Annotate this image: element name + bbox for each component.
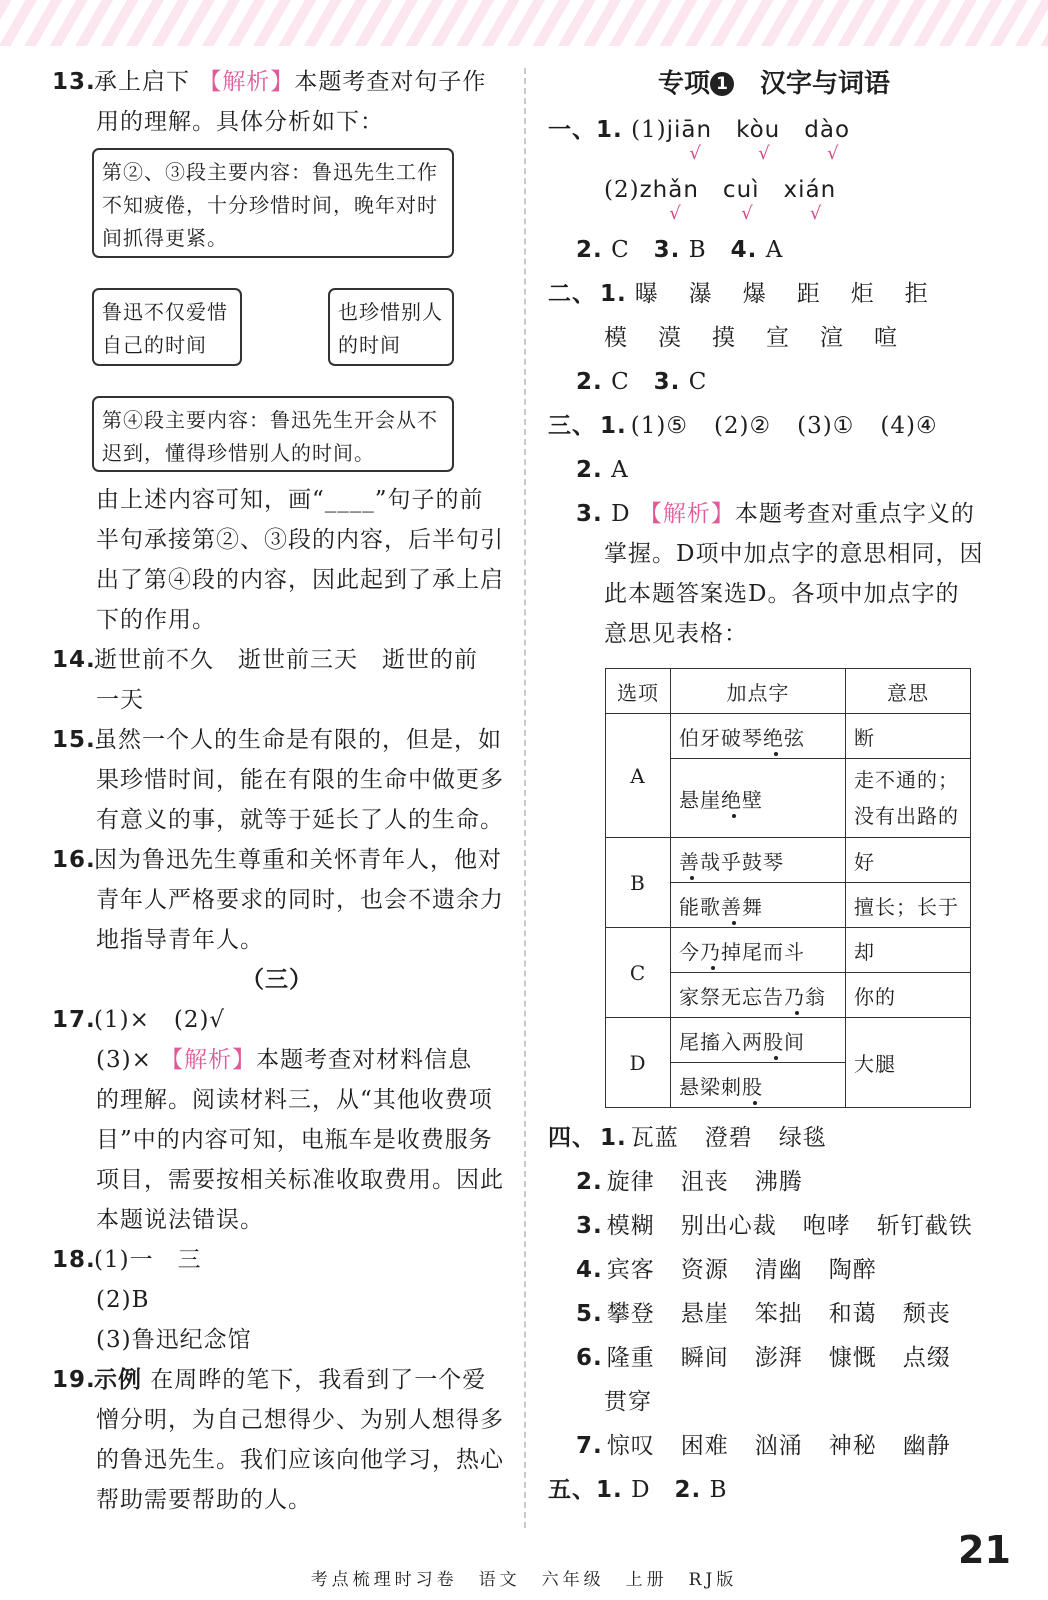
meaning-cell: 擅长；长于 — [846, 883, 971, 928]
analysis-tag: 【解析】 — [638, 501, 735, 527]
analysis-tag: 【解析】 — [198, 69, 295, 95]
q16-line3: 地指导青年人。 — [96, 927, 264, 953]
diagram-box-para-4: 第④段主要内容：鲁迅先生开会从不 迟到，懂得珍惜别人的时间。 — [92, 396, 454, 472]
s4-item-5: 5. 攀登 悬崖 笨拙 和蔼 颓丧 — [576, 1301, 951, 1327]
option-cell: C — [606, 928, 671, 1018]
phrase-cell: 悬崖绝壁 — [671, 759, 846, 838]
q14-line1: 14.逝世前不久 逝世前三天 逝世的前 — [52, 647, 478, 673]
s4-item-6-extra: 贯穿 — [604, 1389, 652, 1415]
q13-explain-4: 下的作用。 — [96, 607, 216, 633]
dotted-character: 股 — [742, 1074, 763, 1099]
section-title: 专项 1 汉字与词语 — [657, 69, 891, 99]
table-header-cell: 意思 — [846, 669, 971, 714]
dotted-character: 善 — [721, 894, 742, 919]
table-row — [606, 1018, 971, 1063]
check-mark-icon: √ — [741, 203, 754, 224]
phrase-cell: 悬梁刺股 — [671, 1063, 846, 1108]
dotted-character: 善 — [679, 849, 700, 874]
check-mark-icon: √ — [827, 143, 840, 164]
s4-item-7: 7. 惊叹 困难 汹涌 神秘 幽静 — [576, 1433, 951, 1459]
analysis-diagram — [52, 142, 502, 472]
s3-q3-line1: 3. D 【解析】本题考查对重点字义的 — [576, 501, 975, 527]
s3-q3-line4: 意思见表格： — [604, 621, 748, 647]
q13-explain-1: 由上述内容可知，画“____”句子的前 — [96, 487, 484, 513]
analysis-tag: 【解析】 — [160, 1047, 257, 1073]
pinyin-answer: jiān √ — [667, 110, 712, 150]
s5-answers: 五、1. D 2. B — [548, 1477, 728, 1503]
phrase-cell: 家祭无忘告乃翁 — [671, 973, 846, 1018]
s3-q3-line2: 掌握。D项中加点字的意思相同，因 — [604, 541, 984, 567]
q19-line2: 憎分明，为自己想得少、为别人想得多 — [96, 1407, 504, 1433]
diagram-box-para-2-3: 第②、③段主要内容：鲁迅先生工作 不知疲倦，十分珍惜时间，晚年对时 间抓得更紧。 — [92, 148, 454, 258]
s2-q1-row1: 二、 1. 曝 瀑 爆 距 炬 拒 — [548, 281, 929, 307]
table-header-cell: 加点字 — [671, 669, 846, 714]
q17-line1: 17.(1)× (2)√ — [52, 1007, 226, 1033]
s3-q1: 三、 1. (1)⑤ (2)② (3)① (4)④ — [548, 413, 938, 439]
q18-line2: (2)B — [96, 1287, 150, 1313]
pinyin-answer: zhǎn √ — [640, 170, 699, 210]
dotted-character: 绝 — [763, 725, 784, 750]
q13-explain-3: 出了第④段的内容，因此起到了承上启 — [96, 567, 504, 593]
column-divider — [524, 68, 526, 1528]
check-mark-icon: √ — [689, 143, 702, 164]
meaning-cell: 断 — [846, 714, 971, 759]
page-number: 21 — [958, 1528, 1011, 1572]
circled-number-badge: 1 — [710, 72, 734, 96]
check-mark-icon: √ — [758, 143, 771, 164]
check-mark-icon: √ — [669, 203, 682, 224]
q16-line1: 16.因为鲁迅先生尊重和关怀青年人，他对 — [52, 847, 502, 873]
diagram-box-own-time: 鲁迅不仅爱惜 自己的时间 — [92, 288, 242, 366]
s4-item-6: 6. 隆重 瞬间 澎湃 慷慨 点缀 — [576, 1345, 951, 1371]
q18-line3: (3)鲁迅纪念馆 — [96, 1327, 252, 1353]
section-heading-3: （三） — [241, 967, 313, 993]
phrase-cell: 今乃掉尾而斗 — [671, 928, 846, 973]
s4-item-1: 四、 1. 瓦蓝 澄碧 绿毯 — [548, 1125, 827, 1151]
right-column — [548, 62, 1000, 1510]
pinyin-answer: dào √ — [804, 110, 850, 150]
q17-line6: 本题说法错误。 — [96, 1207, 264, 1233]
dotted-character: 绝 — [721, 787, 742, 812]
table-header-cell: 选项 — [606, 669, 671, 714]
diagram-box-others-time: 也珍惜别人 的时间 — [328, 288, 454, 366]
q14-line2: 一天 — [96, 687, 144, 713]
dotted-character: 乃 — [700, 939, 721, 964]
q16-line2: 青年人严格要求的同时，也会不遗余力 — [96, 887, 504, 913]
dotted-character: 乃 — [784, 984, 805, 1009]
q13-explain-2: 半句承接第②、③段的内容，后半句引 — [96, 527, 504, 553]
q13-line1: 13.承上启下 【解析】本题考查对句子作 — [52, 69, 487, 95]
pinyin-answer: cuì √ — [723, 170, 760, 210]
q17-line4: 目”中的内容可知，电瓶车是收费服务 — [96, 1127, 493, 1153]
s2-q2-q3: 2. C 3. C — [576, 369, 708, 395]
pinyin-answer: xián √ — [784, 170, 837, 210]
meaning-cell: 却 — [846, 928, 971, 973]
s4-item-2: 2. 旋律 沮丧 沸腾 — [576, 1169, 803, 1195]
q17-line3: 的理解。阅读材料三，从“其他收费项 — [96, 1087, 493, 1113]
meaning-cell: 你的 — [846, 973, 971, 1018]
top-decorative-band — [0, 0, 1048, 46]
q15-line1: 15.虽然一个人的生命是有限的，但是，如 — [52, 727, 502, 753]
table-header-row — [606, 669, 971, 714]
left-column — [52, 62, 502, 1520]
pinyin-answer: kòu √ — [736, 110, 780, 150]
q19-line3: 的鲁迅先生。我们应该向他学习，热心 — [96, 1447, 504, 1473]
q19-line1: 19.示例 在周晔的笔下，我看到了一个爱 — [52, 1367, 487, 1393]
character-meaning-table — [605, 668, 971, 1108]
q18-line1: 18.(1)一 三 — [52, 1247, 202, 1273]
s1-q1-part2: (2)zhǎn √ cuì √ xián √ — [548, 170, 1000, 210]
option-cell: B — [606, 838, 671, 928]
option-cell: D — [606, 1018, 671, 1108]
s1-q2-q4: 2. C 3. B 4. A — [576, 237, 784, 263]
phrase-cell: 善哉乎鼓琴 — [671, 838, 846, 883]
page-footer: 考点梳理时习卷 语文 六年级 上册 RJ版 — [310, 1570, 738, 1590]
option-cell: A — [606, 714, 671, 838]
phrase-cell: 能歌善舞 — [671, 883, 846, 928]
phrase-cell: 尾搐入两股间 — [671, 1018, 846, 1063]
table-row — [606, 714, 971, 759]
table-row — [606, 838, 971, 883]
q17-line2: (3)× 【解析】本题考查对材料信息 — [96, 1047, 473, 1073]
meaning-cell: 好 — [846, 838, 971, 883]
s1-q1-part1: 一、1. (1)jiān √ kòu √ dào √ — [548, 110, 1000, 150]
s3-q3-line3: 此本题答案选D。各项中加点字的 — [604, 581, 960, 607]
q17-line5: 项目，需要按相关标准收取费用。因此 — [96, 1167, 504, 1193]
phrase-cell: 伯牙破琴绝弦 — [671, 714, 846, 759]
meaning-cell: 大腿 — [846, 1018, 971, 1108]
check-mark-icon: √ — [809, 203, 823, 224]
table-row — [606, 928, 971, 973]
q19-line4: 帮助需要帮助的人。 — [96, 1487, 312, 1513]
s4-item-3: 3. 模糊 别出心裁 咆哮 斩钉截铁 — [576, 1213, 973, 1239]
s4-item-4: 4. 宾客 资源 清幽 陶醉 — [576, 1257, 877, 1283]
meaning-cell: 走不通的； 没有出路的 — [846, 759, 971, 838]
q15-line3: 有意义的事，就等于延长了人的生命。 — [96, 807, 504, 833]
s3-q2: 2. A — [576, 457, 629, 483]
dotted-character: 股 — [763, 1029, 784, 1054]
q15-line2: 果珍惜时间，能在有限的生命中做更多 — [96, 767, 504, 793]
s2-q1-row2: 模 漠 摸 宣 渲 喧 — [604, 325, 898, 351]
q13-line2: 用的理解。具体分析如下： — [96, 109, 384, 135]
